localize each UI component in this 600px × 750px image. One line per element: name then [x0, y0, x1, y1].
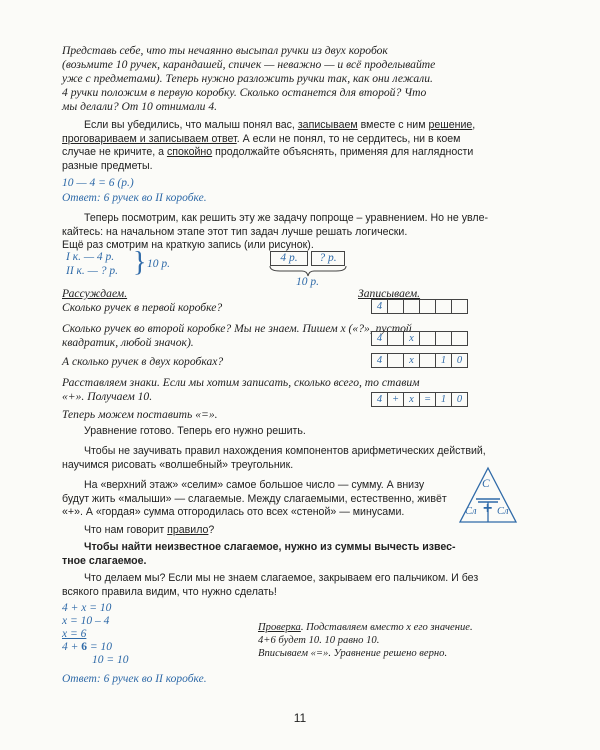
triangle-explanation: На «верхний этаж» «селим» самое большое число — сумму. А внизу будут жить «малыши» — слагаемые. Между слагаемыми, естественно, живёт «+». А «гордая» сумма отгородилась ото всех «стеной» — минусами. [62, 479, 447, 519]
grid-row-1 [372, 299, 468, 314]
solution2-line5: 10 = 10 [92, 654, 129, 666]
short-record-total: 10 р. [147, 258, 170, 270]
put-equals-text: Теперь можем поставить «=». [62, 408, 218, 421]
advice-paragraph: Если вы убедились, что малыш понял вас, записываем вместе с ним решение, проговариваем и записываем ответ. А если не понял, то не сердитесь, ни в коем случае не кричите, а спокойно продолжайте объяснять, применяя для наглядности разные предметы. [62, 119, 476, 172]
grid-cell [419, 299, 436, 314]
solution2-line3: x = 6 [62, 628, 87, 640]
triangle-right-addend: Сл [497, 506, 509, 517]
grid-cell: 1 [435, 353, 452, 368]
heading-reasoning: Рассуждаем. [62, 287, 128, 300]
grid-row-4 [372, 392, 468, 407]
rule-question: Что нам говорит правило? [84, 524, 215, 536]
solution1-expression: 10 — 4 = 6 (р.) [62, 177, 134, 189]
place-signs-text: Расставляем знаки. Если мы хотим записать, сколько всего, то ставим «+». Получаем 10. [62, 376, 420, 403]
grid-cell [387, 331, 404, 346]
grid-cell [419, 353, 436, 368]
grid-cell: 4 [371, 392, 388, 407]
grid-cell [387, 353, 404, 368]
question-total: А сколько ручек в двух коробках? [62, 355, 224, 368]
grid-cell: 4 [371, 299, 388, 314]
grid-cell [451, 299, 468, 314]
rule-text: Чтобы найти неизвестное слагаемое, нужно из суммы вычесть извес- тное слагаемое. [62, 541, 456, 567]
intro-paragraph: Представь себе, что ты нечаянно высыпал ручки из двух коробок (возьмите 10 ручек, карандашей, спичек — неважно — и всё проделывайте уже с предметами). Теперь нужно разложить ручки так, как они лежали. 4 ручки положим в первую коробку. Сколько останется для второй? Что мы делали? От 10 отнимали 4. [62, 44, 436, 113]
grid-cell: x [403, 331, 420, 346]
solution1-answer: Ответ: 6 ручек во II коробке. [62, 192, 207, 204]
solution2-line2: x = 10 – 4 [62, 615, 110, 627]
grid-cell: x [403, 353, 420, 368]
grid-cell: 0 [451, 392, 468, 407]
solution2-answer: Ответ: 6 ручек во II коробке. [62, 673, 207, 685]
solution2-line1: 4 + x = 10 [62, 602, 112, 614]
grid-cell [419, 331, 436, 346]
short-record-row1: I к. — 4 р. [66, 251, 115, 263]
triangle-left-addend: Сл [465, 506, 477, 517]
grid-cell: x [403, 392, 420, 407]
grid-cell [435, 299, 452, 314]
what-we-do-text: Что делаем мы? Если мы не знаем слагаемое, закрываем его пальчиком. И без всякого правила видим, что нужно сделать! [62, 572, 479, 598]
grid-cell [451, 331, 468, 346]
grid-cell [403, 299, 420, 314]
grid-row-3 [372, 353, 468, 368]
grid-cell: 4 [371, 331, 388, 346]
brace-icon: } [133, 247, 147, 278]
triangle-plus-sign: + [483, 500, 493, 517]
grid-cell: 1 [435, 392, 452, 407]
segment-box-second: ? р. [311, 251, 345, 266]
segment-total-label: 10 р. [296, 276, 319, 288]
equation-ready-text: Уравнение готово. Теперь его нужно решить. [84, 425, 306, 437]
triangle-sum-label: С [482, 478, 490, 490]
equation-intro: Теперь посмотрим, как решить эту же задачу попроще – уравнением. Но не увле- кайтесь: на начальном этапе этот тип задач лучше решать логически. Ещё раз смотрим на краткую запись (или рисунок). [62, 212, 488, 252]
short-record-row2: II к. — ? р. [66, 265, 119, 277]
page-number: 11 [293, 711, 307, 725]
check-block: Проверка. Подставляем вместо x его значение. 4+6 будет 10. 10 равно 10. Вписываем «=». Уравнение решено верно. [258, 622, 473, 659]
segment-box-first: 4 р. [270, 251, 308, 266]
grid-cell [387, 299, 404, 314]
grid-cell: 0 [451, 353, 468, 368]
question-second-box: Сколько ручек во второй коробке? Мы не знаем. Пишем x («?», пустой квадратик, любой значок). [62, 322, 412, 349]
grid-row-2 [372, 331, 468, 346]
grid-cell: 4 [371, 353, 388, 368]
triangle-intro: Чтобы не заучивать правил нахождения компонентов арифметических действий, научимся рисовать «волшебный» треугольник. [62, 445, 486, 471]
grid-cell [435, 331, 452, 346]
heading-recording: Записываем. [358, 287, 421, 300]
question-first-box: Сколько ручек в первой коробке? [62, 301, 223, 314]
grid-cell: + [387, 392, 404, 407]
solution2-line4: 4 + 6 = 10 [62, 641, 113, 653]
grid-cell: = [419, 392, 436, 407]
